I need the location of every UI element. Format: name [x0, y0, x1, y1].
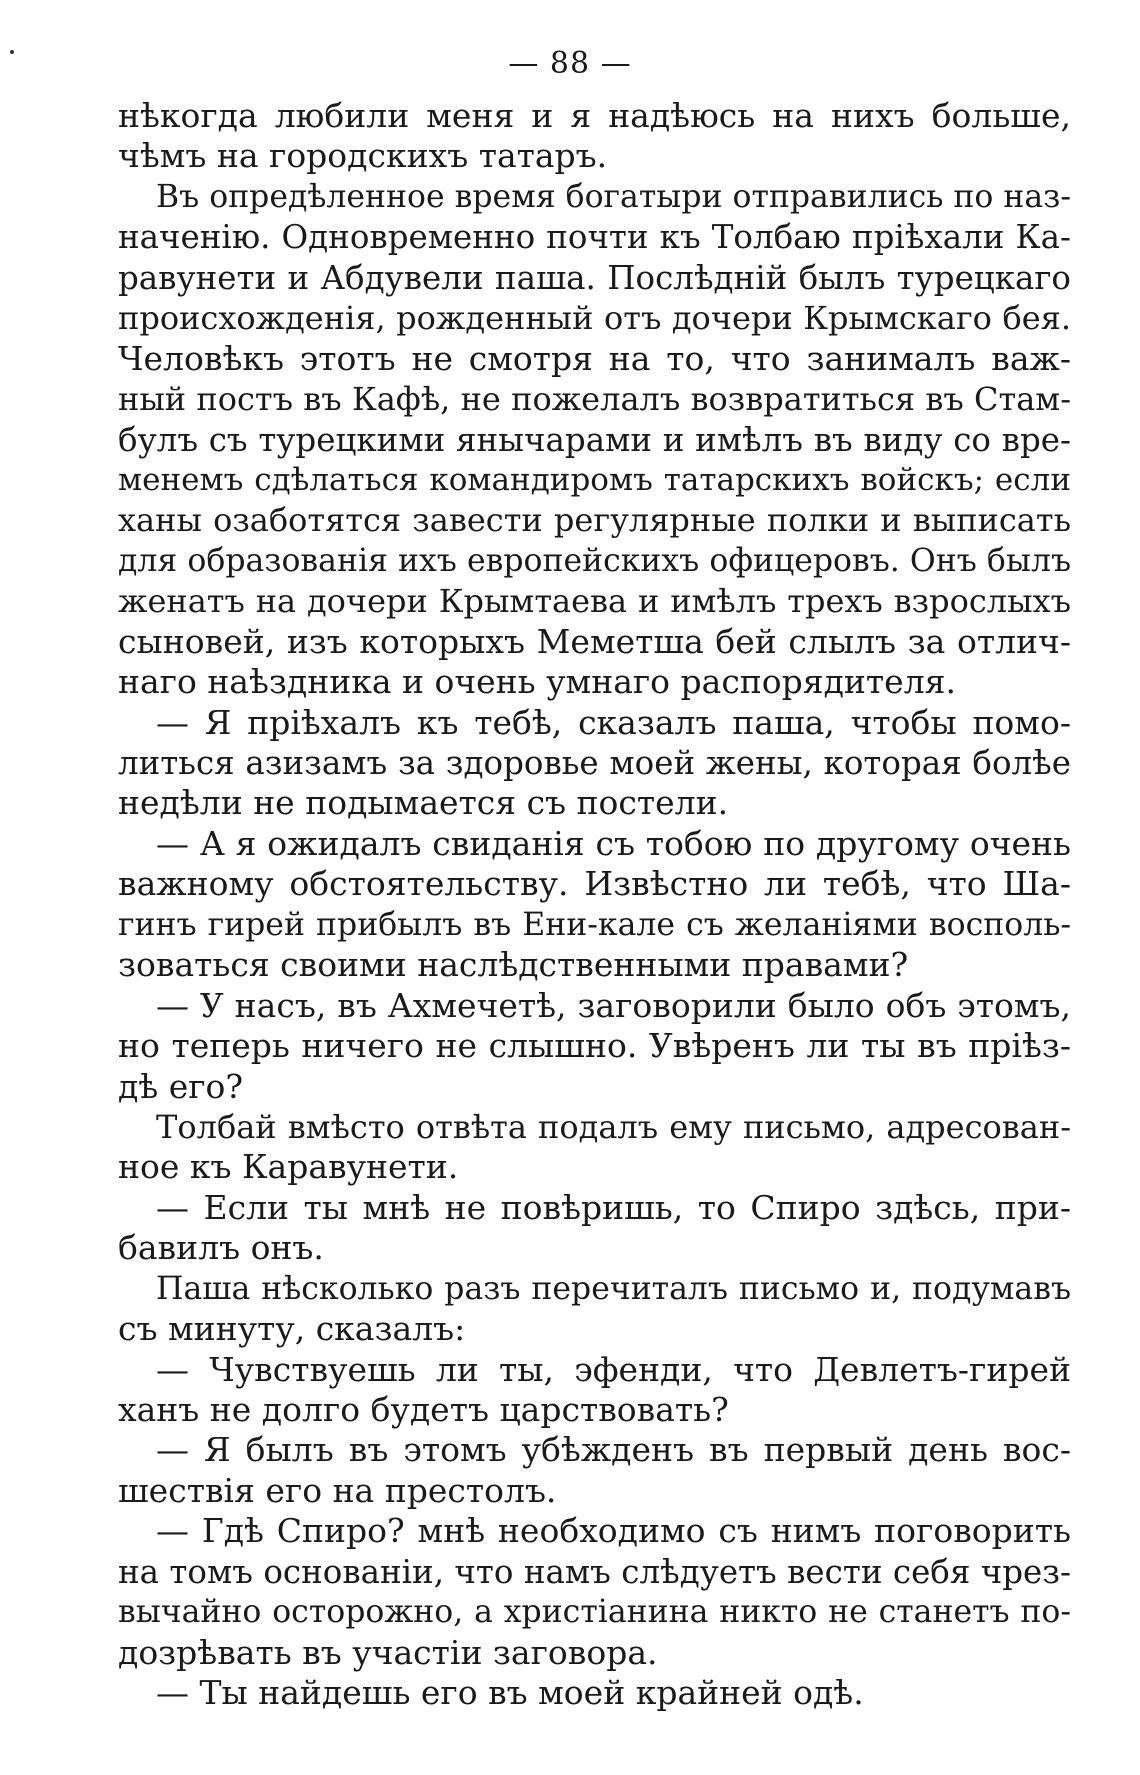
text-line: важному обстоятельству. Извѣстно ли тебѣ, что Ша- — [118, 864, 1071, 904]
text-line: женатъ на дочери Крымтаева и имѣлъ трехъ взрослыхъ — [118, 582, 1071, 621]
text-line: — А я ожидалъ свиданія съ тобою по другому очень — [156, 823, 1071, 863]
text-line: — Я былъ въ этомъ убѣжденъ въ первый день вос- — [156, 1430, 1071, 1470]
text-line: гинъ гирей прибылъ въ Ени-кале съ желаніями восполь- — [118, 906, 1071, 943]
text-line: — У насъ, въ Ахмечетѣ, заговорили было объ этомъ, — [156, 985, 1071, 1025]
body-text — [118, 96, 1071, 1714]
text-line: — Если ты мнѣ не повѣришь, то Спиро здѣсь, при- — [156, 1187, 1071, 1227]
text-line: ное къ Каравунети. — [118, 1147, 459, 1187]
text-line: но теперь ничего не слышно. Увѣренъ ли ты въ пріѣз- — [118, 1026, 1071, 1066]
text-line: Въ опредѣленное время богатыри отправились по наз- — [156, 178, 1071, 215]
text-line: сыновей, изъ которыхъ Меметша бей слылъ за отлич- — [118, 621, 1071, 661]
text-line: наченію. Одновременно почти къ Толбаю пріѣхали Ка- — [118, 218, 1071, 257]
text-line: для образованія ихъ европейскихъ офицеровъ. Онъ былъ — [118, 542, 1071, 579]
text-line: — Ты найдешь его въ моей крайней одѣ. — [156, 1673, 864, 1713]
text-line: ханы озаботятся завести регулярные полки и выписать — [118, 501, 1071, 540]
page-number: — 88 — — [508, 46, 632, 81]
text-line: нѣкогда любили меня и я надѣюсь на нихъ больше, — [118, 96, 1071, 135]
text-line: зоваться своими наслѣдственными правами? — [118, 945, 909, 985]
text-line: дозрѣвать въ участіи заговора. — [118, 1632, 658, 1672]
text-line: недѣли не подымается съ постели. — [118, 783, 729, 823]
text-line: вычайно осторожно, а христіанина никто не станетъ по- — [118, 1594, 1071, 1631]
text-line: литься азизамъ за здоровье моей жены, которая болѣе — [118, 744, 1071, 782]
text-line: менемъ сдѣлаться командиромъ татарскихъ войскъ; если — [118, 461, 1071, 498]
text-line: съ минуту, сказалъ: — [118, 1309, 466, 1349]
text-line: Паша нѣсколько разъ перечиталъ письмо и, подумавъ — [156, 1270, 1071, 1307]
text-line: — Чувствуешь ли ты, эфенди, что Девлетъ-гирей — [156, 1349, 1071, 1389]
text-line: происхожденія, рожденный отъ дочери Крымскаго бея. — [118, 299, 1071, 338]
text-line: шествія его на престолъ. — [118, 1470, 557, 1510]
text-line: булъ съ турецкими янычарами и имѣлъ въ виду со вре- — [118, 420, 1071, 459]
text-line: ханъ не долго будетъ царствовать? — [118, 1390, 729, 1429]
text-line: Человѣкъ этотъ не смотря на то, что занималъ важ- — [118, 338, 1071, 378]
text-line: Толбай вмѣсто отвѣта подалъ ему письмо, адресован- — [156, 1107, 1071, 1146]
text-line: равунети и Абдувели паша. Послѣдній былъ турецкаго — [118, 258, 1071, 297]
text-line: дѣ его? — [118, 1066, 244, 1106]
text-line: чѣмъ на городскихъ татаръ. — [118, 136, 608, 176]
text-line: бавилъ онъ. — [118, 1228, 324, 1268]
text-line: ный постъ въ Кафѣ, не пожелалъ возвратиться въ Стам- — [118, 380, 1071, 419]
text-line: — Я пріѣхалъ къ тебѣ, сказалъ паша, чтобы помо- — [156, 702, 1071, 742]
text-line: на томъ основаніи, что намъ слѣдуетъ вести себя чрез- — [118, 1552, 1071, 1591]
text-line: — Гдѣ Спиро? мнѣ необходимо съ нимъ поговорить — [156, 1511, 1071, 1551]
text-line: наго наѣздника и очень умнаго распорядителя. — [118, 662, 956, 702]
